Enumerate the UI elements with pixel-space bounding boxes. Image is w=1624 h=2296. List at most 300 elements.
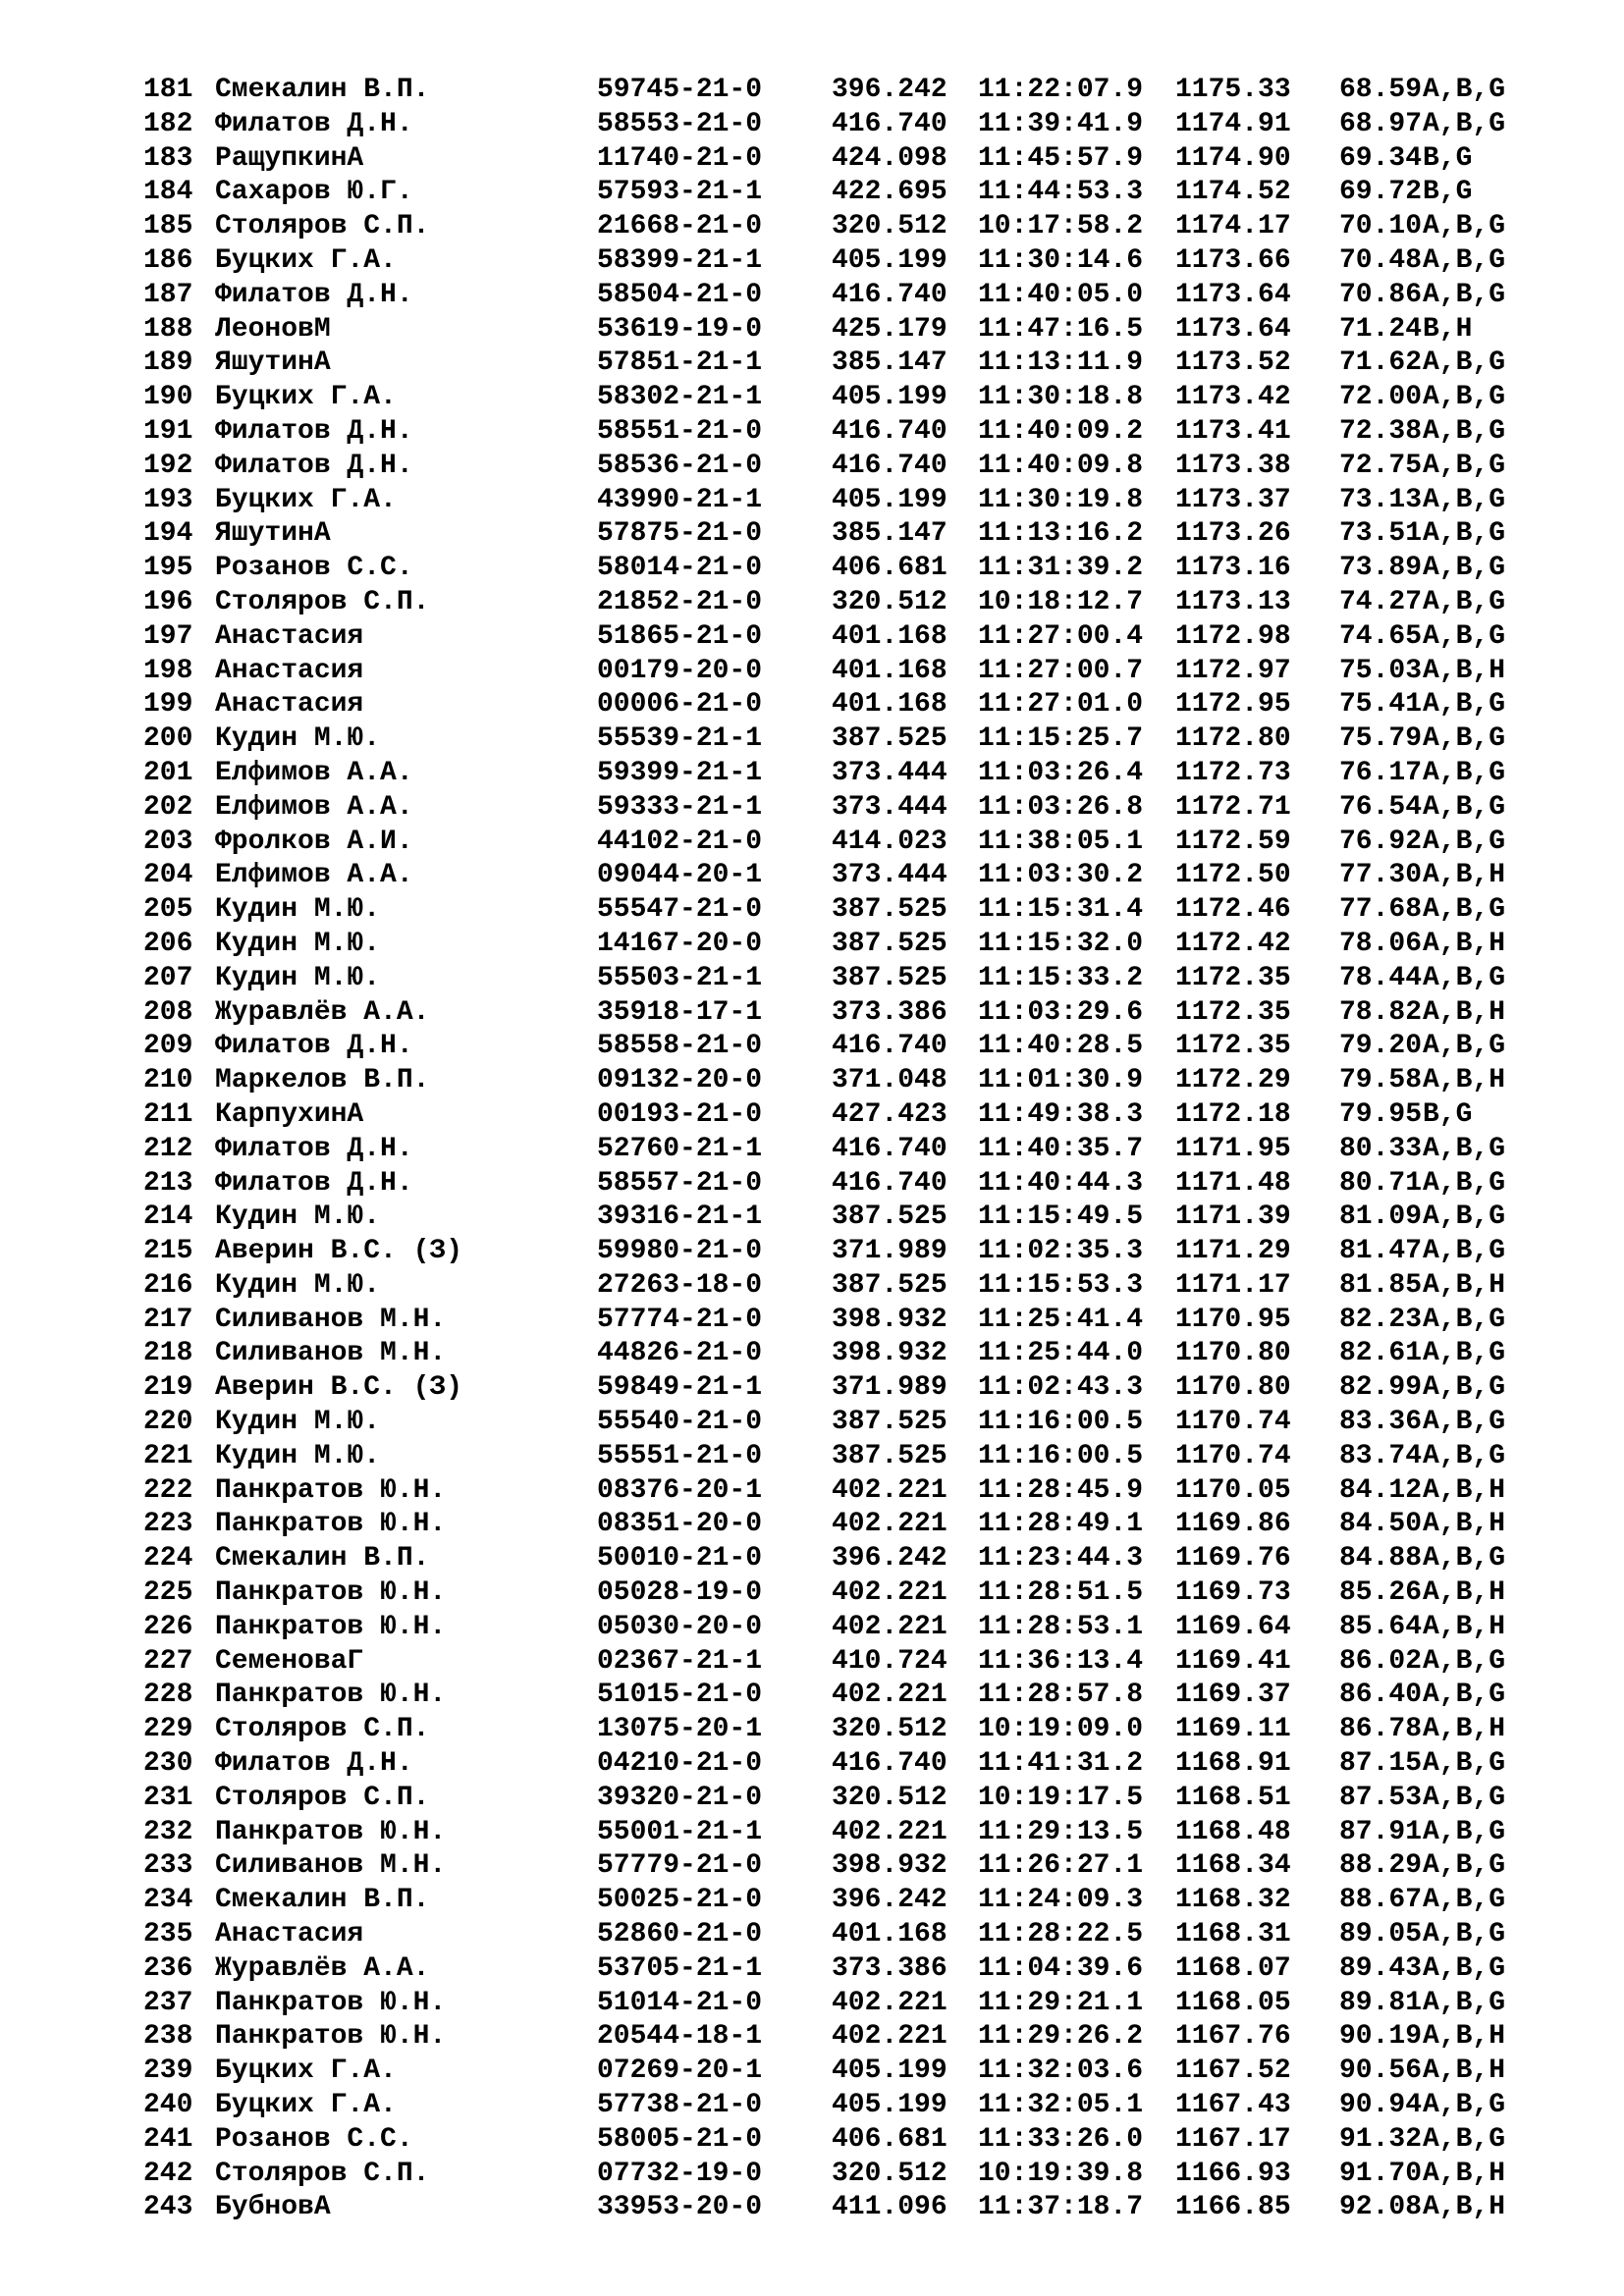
flags: A,B,G [1423,757,1506,788]
percent: 76.92 [1339,826,1423,857]
participant-name: Панкратов Ю.Н. [215,1680,447,1711]
ring-code: 20544-18-1 [597,2021,763,2053]
ring-code: 08351-20-0 [597,1509,763,1540]
arrival-time: 11:41:31.2 [978,1748,1144,1780]
participant-name: Кудин М.Ю. [215,962,381,993]
speed: 1168.32 [1175,1885,1291,1916]
flags: A,B,G [1423,279,1506,310]
participant-name: Розанов С.С. [215,2123,413,2155]
row-number: 192 [143,450,193,481]
ring-code: 55539-21-1 [597,723,763,755]
participant-name: Аверин В.С. (З) [215,1372,463,1404]
arrival-time: 11:28:22.5 [978,1919,1144,1950]
participant-name: Сахаров Ю.Г. [215,177,413,208]
arrival-time: 10:19:17.5 [978,1782,1144,1813]
row-number: 223 [143,1509,193,1540]
ring-code: 58504-21-0 [597,279,763,310]
row-number: 231 [143,1782,193,1813]
distance: 385.147 [832,518,947,550]
table-row [0,928,1624,962]
participant-name: Кудин М.Ю. [215,1440,381,1471]
percent: 82.99 [1339,1372,1423,1404]
arrival-time: 11:28:57.8 [978,1680,1144,1711]
ring-code: 59849-21-1 [597,1372,763,1404]
flags: A,B,G [1423,894,1506,926]
row-number: 205 [143,894,193,926]
arrival-time: 10:18:12.7 [978,586,1144,617]
percent: 78.06 [1339,928,1423,959]
speed: 1174.91 [1175,108,1291,139]
flags: A,B,G [1423,553,1506,584]
percent: 90.56 [1339,2056,1423,2087]
distance: 416.740 [832,1031,947,1062]
table-row [0,1987,1624,2021]
percent: 91.32 [1339,2123,1423,2155]
arrival-time: 11:30:14.6 [978,244,1144,276]
flags: B,G [1423,177,1473,208]
table-row [0,313,1624,347]
percent: 73.89 [1339,553,1423,584]
distance: 405.199 [832,2090,947,2121]
percent: 73.13 [1339,484,1423,515]
table-row [0,1406,1624,1440]
participant-name: Елфимов А.А. [215,791,413,823]
speed: 1169.76 [1175,1543,1291,1575]
speed: 1168.91 [1175,1748,1291,1780]
flags: B,G [1423,142,1473,174]
arrival-time: 11:28:51.5 [978,1577,1144,1609]
participant-name: Филатов Д.Н. [215,450,413,481]
table-row [0,2089,1624,2123]
flags: A,B,H [1423,1577,1506,1609]
row-number: 241 [143,2123,193,2155]
participant-name: Буцких Г.А. [215,2090,397,2121]
row-number: 208 [143,996,193,1028]
row-number: 228 [143,1680,193,1711]
ring-code: 58557-21-0 [597,1167,763,1199]
participant-name: СеменоваГ [215,1645,364,1677]
participant-name: Аверин В.С. (З) [215,1236,463,1267]
participant-name: Анастасия [215,689,364,721]
row-number: 182 [143,108,193,139]
percent: 87.15 [1339,1748,1423,1780]
speed: 1172.97 [1175,655,1291,686]
distance: 398.932 [832,1338,947,1369]
ring-code: 21668-21-0 [597,211,763,242]
speed: 1173.37 [1175,484,1291,515]
flags: A,B,G [1423,1133,1506,1164]
row-number: 218 [143,1338,193,1369]
percent: 71.24 [1339,313,1423,345]
row-number: 243 [143,2192,193,2223]
percent: 80.33 [1339,1133,1423,1164]
arrival-time: 11:30:19.8 [978,484,1144,515]
flags: B,H [1423,313,1473,345]
arrival-time: 11:27:00.7 [978,655,1144,686]
flags: A,B,G [1423,1201,1506,1233]
distance: 373.386 [832,1952,947,1984]
table-row [0,1098,1624,1133]
table-row [0,688,1624,722]
table-row [0,1849,1624,1884]
table-row [0,1474,1624,1509]
distance: 320.512 [832,586,947,617]
ring-code: 55551-21-0 [597,1440,763,1471]
arrival-time: 11:40:44.3 [978,1167,1144,1199]
participant-name: Столяров С.П. [215,1782,430,1813]
ring-code: 52860-21-0 [597,1919,763,1950]
distance: 320.512 [832,2158,947,2189]
percent: 73.51 [1339,518,1423,550]
distance: 387.525 [832,928,947,959]
table-row [0,859,1624,893]
arrival-time: 11:40:09.2 [978,415,1144,447]
table-row [0,176,1624,210]
speed: 1169.64 [1175,1611,1291,1642]
ring-code: 55547-21-0 [597,894,763,926]
row-number: 194 [143,518,193,550]
arrival-time: 11:03:29.6 [978,996,1144,1028]
flags: A,B,H [1423,1269,1506,1301]
participant-name: Панкратов Ю.Н. [215,1474,447,1506]
results-table [0,74,1624,2225]
arrival-time: 11:15:53.3 [978,1269,1144,1301]
row-number: 240 [143,2090,193,2121]
participant-name: Журавлёв А.А. [215,1952,430,1984]
percent: 84.88 [1339,1543,1423,1575]
distance: 410.724 [832,1645,947,1677]
flags: A,B,G [1423,244,1506,276]
speed: 1174.17 [1175,211,1291,242]
ring-code: 21852-21-0 [597,586,763,617]
percent: 76.54 [1339,791,1423,823]
distance: 396.242 [832,1543,947,1575]
participant-name: Буцких Г.А. [215,484,397,515]
participant-name: Смекалин В.П. [215,1885,430,1916]
row-number: 210 [143,1065,193,1096]
flags: A,B,H [1423,1065,1506,1096]
arrival-time: 11:40:09.8 [978,450,1144,481]
arrival-time: 11:28:49.1 [978,1509,1144,1540]
arrival-time: 11:15:32.0 [978,928,1144,959]
row-number: 225 [143,1577,193,1609]
flags: A,B,G [1423,1816,1506,1847]
flags: A,B,G [1423,1236,1506,1267]
speed: 1173.64 [1175,279,1291,310]
speed: 1174.52 [1175,177,1291,208]
table-row [0,1167,1624,1201]
participant-name: Буцких Г.А. [215,382,397,413]
speed: 1171.39 [1175,1201,1291,1233]
arrival-time: 11:29:21.1 [978,1987,1144,2018]
participant-name: Панкратов Ю.Н. [215,1577,447,1609]
percent: 84.12 [1339,1474,1423,1506]
arrival-time: 11:02:35.3 [978,1236,1144,1267]
distance: 371.989 [832,1372,947,1404]
row-number: 204 [143,860,193,891]
participant-name: КарпухинА [215,1098,364,1130]
speed: 1169.11 [1175,1714,1291,1745]
ring-code: 57875-21-0 [597,518,763,550]
flags: A,B,H [1423,2056,1506,2087]
arrival-time: 11:29:13.5 [978,1816,1144,1847]
flags: A,B,G [1423,1304,1506,1335]
distance: 402.221 [832,1474,947,1506]
speed: 1172.80 [1175,723,1291,755]
percent: 82.23 [1339,1304,1423,1335]
distance: 416.740 [832,279,947,310]
arrival-time: 11:15:25.7 [978,723,1144,755]
ring-code: 55540-21-0 [597,1407,763,1438]
percent: 75.03 [1339,655,1423,686]
table-row [0,381,1624,415]
distance: 373.386 [832,996,947,1028]
speed: 1172.35 [1175,1031,1291,1062]
row-number: 213 [143,1167,193,1199]
distance: 398.932 [832,1850,947,1882]
table-row [0,1645,1624,1680]
speed: 1172.71 [1175,791,1291,823]
row-number: 234 [143,1885,193,1916]
table-row [0,1030,1624,1064]
participant-name: Филатов Д.Н. [215,279,413,310]
row-number: 185 [143,211,193,242]
distance: 387.525 [832,894,947,926]
arrival-time: 11:31:39.2 [978,553,1144,584]
participant-name: Смекалин В.П. [215,1543,430,1575]
participant-name: Столяров С.П. [215,1714,430,1745]
ring-code: 57593-21-1 [597,177,763,208]
distance: 402.221 [832,1509,947,1540]
row-number: 203 [143,826,193,857]
flags: A,B,H [1423,996,1506,1028]
distance: 398.932 [832,1304,947,1335]
participant-name: Силиванов М.Н. [215,1850,447,1882]
arrival-time: 11:49:38.3 [978,1098,1144,1130]
percent: 77.68 [1339,894,1423,926]
table-row [0,1952,1624,1987]
row-number: 235 [143,1919,193,1950]
speed: 1171.48 [1175,1167,1291,1199]
distance: 416.740 [832,1167,947,1199]
flags: A,B,G [1423,586,1506,617]
speed: 1172.73 [1175,757,1291,788]
row-number: 201 [143,757,193,788]
ring-code: 50010-21-0 [597,1543,763,1575]
arrival-time: 11:28:45.9 [978,1474,1144,1506]
arrival-time: 11:16:00.5 [978,1440,1144,1471]
table-row [0,1440,1624,1474]
arrival-time: 11:44:53.3 [978,177,1144,208]
distance: 387.525 [832,723,947,755]
flags: A,B,G [1423,620,1506,652]
distance: 402.221 [832,1611,947,1642]
distance: 373.444 [832,791,947,823]
distance: 425.179 [832,313,947,345]
speed: 1169.86 [1175,1509,1291,1540]
arrival-time: 11:33:26.0 [978,2123,1144,2155]
speed: 1170.74 [1175,1440,1291,1471]
row-number: 212 [143,1133,193,1164]
flags: A,B,G [1423,826,1506,857]
percent: 89.43 [1339,1952,1423,1984]
participant-name: Столяров С.П. [215,586,430,617]
flags: A,B,G [1423,75,1506,105]
flags: A,B,G [1423,1850,1506,1882]
ring-code: 00193-21-0 [597,1098,763,1130]
ring-code: 11740-21-0 [597,142,763,174]
flags: A,B,G [1423,450,1506,481]
ring-code: 02367-21-1 [597,1645,763,1677]
percent: 88.29 [1339,1850,1423,1882]
speed: 1170.80 [1175,1338,1291,1369]
table-row [0,2158,1624,2192]
ring-code: 07732-19-0 [597,2158,763,2189]
flags: A,B,G [1423,1407,1506,1438]
speed: 1173.16 [1175,553,1291,584]
participant-name: Кудин М.Ю. [215,723,381,755]
flags: A,B,G [1423,1919,1506,1950]
distance: 416.740 [832,1748,947,1780]
percent: 86.78 [1339,1714,1423,1745]
row-number: 226 [143,1611,193,1642]
ring-code: 53619-19-0 [597,313,763,345]
percent: 69.34 [1339,142,1423,174]
row-number: 198 [143,655,193,686]
ring-code: 39320-21-0 [597,1782,763,1813]
arrival-time: 11:25:41.4 [978,1304,1144,1335]
row-number: 195 [143,553,193,584]
ring-code: 05028-19-0 [597,1577,763,1609]
percent: 72.75 [1339,450,1423,481]
ring-code: 55503-21-1 [597,962,763,993]
percent: 68.97 [1339,108,1423,139]
distance: 387.525 [832,962,947,993]
speed: 1170.05 [1175,1474,1291,1506]
speed: 1173.42 [1175,382,1291,413]
flags: A,B,G [1423,1338,1506,1369]
arrival-time: 11:22:07.9 [978,75,1144,105]
participant-name: Филатов Д.Н. [215,415,413,447]
arrival-time: 11:38:05.1 [978,826,1144,857]
speed: 1168.34 [1175,1850,1291,1882]
table-row [0,2123,1624,2158]
table-row [0,586,1624,620]
table-row [0,1133,1624,1167]
speed: 1175.33 [1175,75,1291,105]
distance: 373.444 [832,757,947,788]
percent: 74.65 [1339,620,1423,652]
percent: 68.59 [1339,75,1423,105]
flags: A,B,G [1423,415,1506,447]
distance: 396.242 [832,1885,947,1916]
row-number: 199 [143,689,193,721]
table-row [0,1269,1624,1304]
distance: 320.512 [832,211,947,242]
arrival-time: 11:26:27.1 [978,1850,1144,1882]
participant-name: Буцких Г.А. [215,2056,397,2087]
speed: 1172.98 [1175,620,1291,652]
table-row [0,1576,1624,1611]
speed: 1174.90 [1175,142,1291,174]
flags: A,B,G [1423,1440,1506,1471]
arrival-time: 11:40:05.0 [978,279,1144,310]
arrival-time: 11:29:26.2 [978,2021,1144,2053]
flags: A,B,G [1423,1372,1506,1404]
row-number: 209 [143,1031,193,1062]
participant-name: ЛеоновМ [215,313,331,345]
participant-name: Панкратов Ю.Н. [215,1816,447,1847]
speed: 1172.35 [1175,962,1291,993]
row-number: 237 [143,1987,193,2018]
flags: A,B,G [1423,1748,1506,1780]
flags: A,B,G [1423,2123,1506,2155]
table-row [0,1918,1624,1952]
row-number: 215 [143,1236,193,1267]
participant-name: Анастасия [215,655,364,686]
table-row [0,791,1624,826]
row-number: 242 [143,2158,193,2189]
arrival-time: 11:30:18.8 [978,382,1144,413]
ring-code: 58005-21-0 [597,2123,763,2155]
ring-code: 58558-21-0 [597,1031,763,1062]
percent: 75.79 [1339,723,1423,755]
table-row [0,655,1624,689]
flags: A,B,G [1423,518,1506,550]
distance: 387.525 [832,1269,947,1301]
row-number: 233 [143,1850,193,1882]
ring-code: 00179-20-0 [597,655,763,686]
row-number: 219 [143,1372,193,1404]
ring-code: 58399-21-1 [597,244,763,276]
arrival-time: 11:02:43.3 [978,1372,1144,1404]
flags: A,B,H [1423,655,1506,686]
distance: 371.989 [832,1236,947,1267]
table-row [0,722,1624,757]
percent: 81.47 [1339,1236,1423,1267]
percent: 90.19 [1339,2021,1423,2053]
arrival-time: 11:15:31.4 [978,894,1144,926]
table-row [0,1371,1624,1406]
flags: A,B,G [1423,484,1506,515]
speed: 1172.59 [1175,826,1291,857]
flags: A,B,H [1423,1611,1506,1642]
speed: 1172.46 [1175,894,1291,926]
speed: 1170.95 [1175,1304,1291,1335]
table-row [0,484,1624,518]
ring-code: 44102-21-0 [597,826,763,857]
ring-code: 39316-21-1 [597,1201,763,1233]
ring-code: 09044-20-1 [597,860,763,891]
ring-code: 55001-21-1 [597,1816,763,1847]
ring-code: 58302-21-1 [597,382,763,413]
percent: 76.17 [1339,757,1423,788]
percent: 75.41 [1339,689,1423,721]
percent: 92.08 [1339,2192,1423,2223]
table-row [0,517,1624,552]
row-number: 181 [143,75,193,105]
distance: 401.168 [832,689,947,721]
percent: 88.67 [1339,1885,1423,1916]
flags: A,B,G [1423,1031,1506,1062]
speed: 1173.26 [1175,518,1291,550]
percent: 84.50 [1339,1509,1423,1540]
table-row [0,142,1624,177]
distance: 387.525 [832,1201,947,1233]
distance: 405.199 [832,382,947,413]
table-row [0,1304,1624,1338]
flags: A,B,G [1423,1167,1506,1199]
